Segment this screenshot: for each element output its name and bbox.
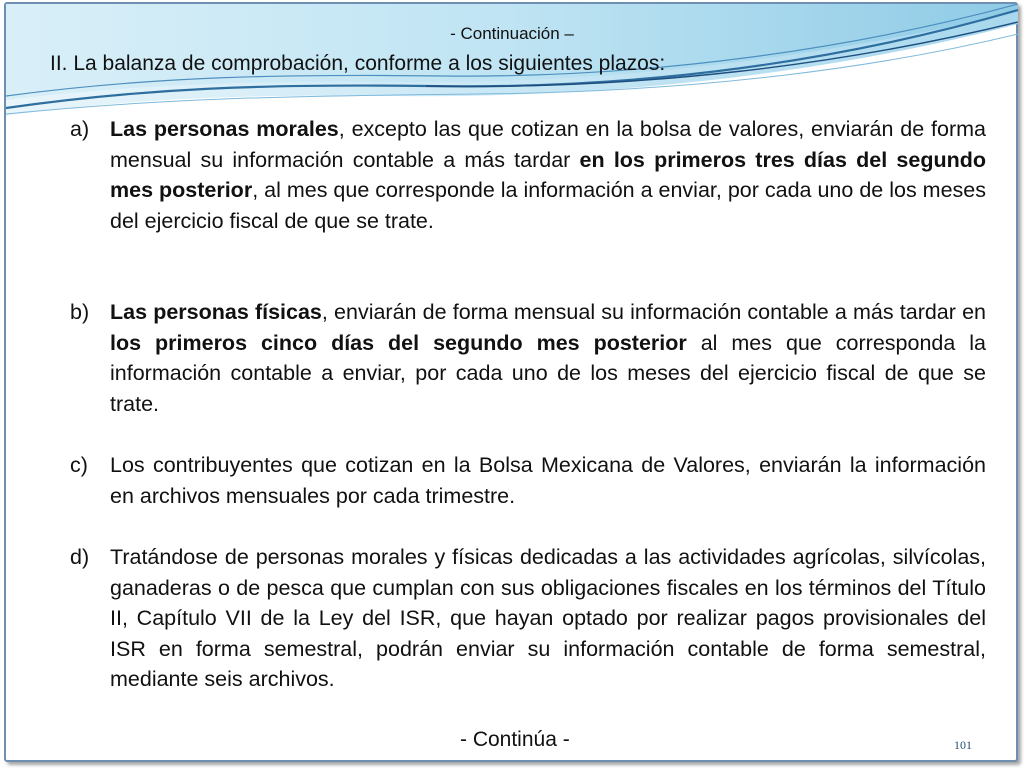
continuation-top-label: - Continuación – <box>450 24 574 43</box>
item-text: Tratándose de personas morales y físicas dedicadas a las actividades agrícolas, silvícolas, ganaderas o de pesca que cumplan con sus obligaciones fiscales en los términos del Título II, Capítulo VII de la Ley del ISR, que hayan optado por realizar pagos provisionales del ISR en forma semestral, podrán enviar su información contable de forma semestral, mediante seis archivos. <box>110 545 986 691</box>
continuation-bottom-label: - Continúa - <box>460 728 570 751</box>
item-letter: a) <box>70 117 90 141</box>
item-plain-text: , al mes que corresponde la información a enviar, por cada uno de los meses del ejercicio fiscal de que se trate. <box>110 178 986 233</box>
list-item-c <box>70 450 986 511</box>
item-bold-text: los primeros cinco días del segundo mes posterior <box>110 330 687 355</box>
list-item-d <box>70 542 986 695</box>
item-plain-text: , enviarán de forma mensual su información contable a más tardar en <box>321 300 986 324</box>
item-bold-text: Las personas morales <box>110 117 339 141</box>
item-letter: c) <box>70 453 88 477</box>
item-letter: b) <box>70 300 90 324</box>
item-text: Los contribuyentes que cotizan en la Bolsa Mexicana de Valores, enviarán la información en archivos mensuales por cada trimestre. <box>110 453 986 508</box>
list-item-a <box>70 114 986 236</box>
item-bold-text: Las personas físicas <box>110 300 322 324</box>
page-number: 101 <box>954 738 972 752</box>
item-text <box>110 297 986 419</box>
list-item-b <box>70 297 986 419</box>
item-letter: d) <box>70 545 90 569</box>
section-heading: II. La balanza de comprobación, conforme a los siguientes plazos: <box>50 52 666 75</box>
item-bold-text: en los primeros tres días del segundo mes posterior <box>110 147 986 202</box>
item-text <box>110 114 986 236</box>
item-plain-text: , excepto las que cotizan en la bolsa de valores, enviarán de forma mensual su información contable a más tardar <box>110 117 986 172</box>
item-plain-text: al mes que corresponda la información contable a enviar, por cada uno de los meses del ejercicio fiscal de que se trate. <box>110 330 986 416</box>
